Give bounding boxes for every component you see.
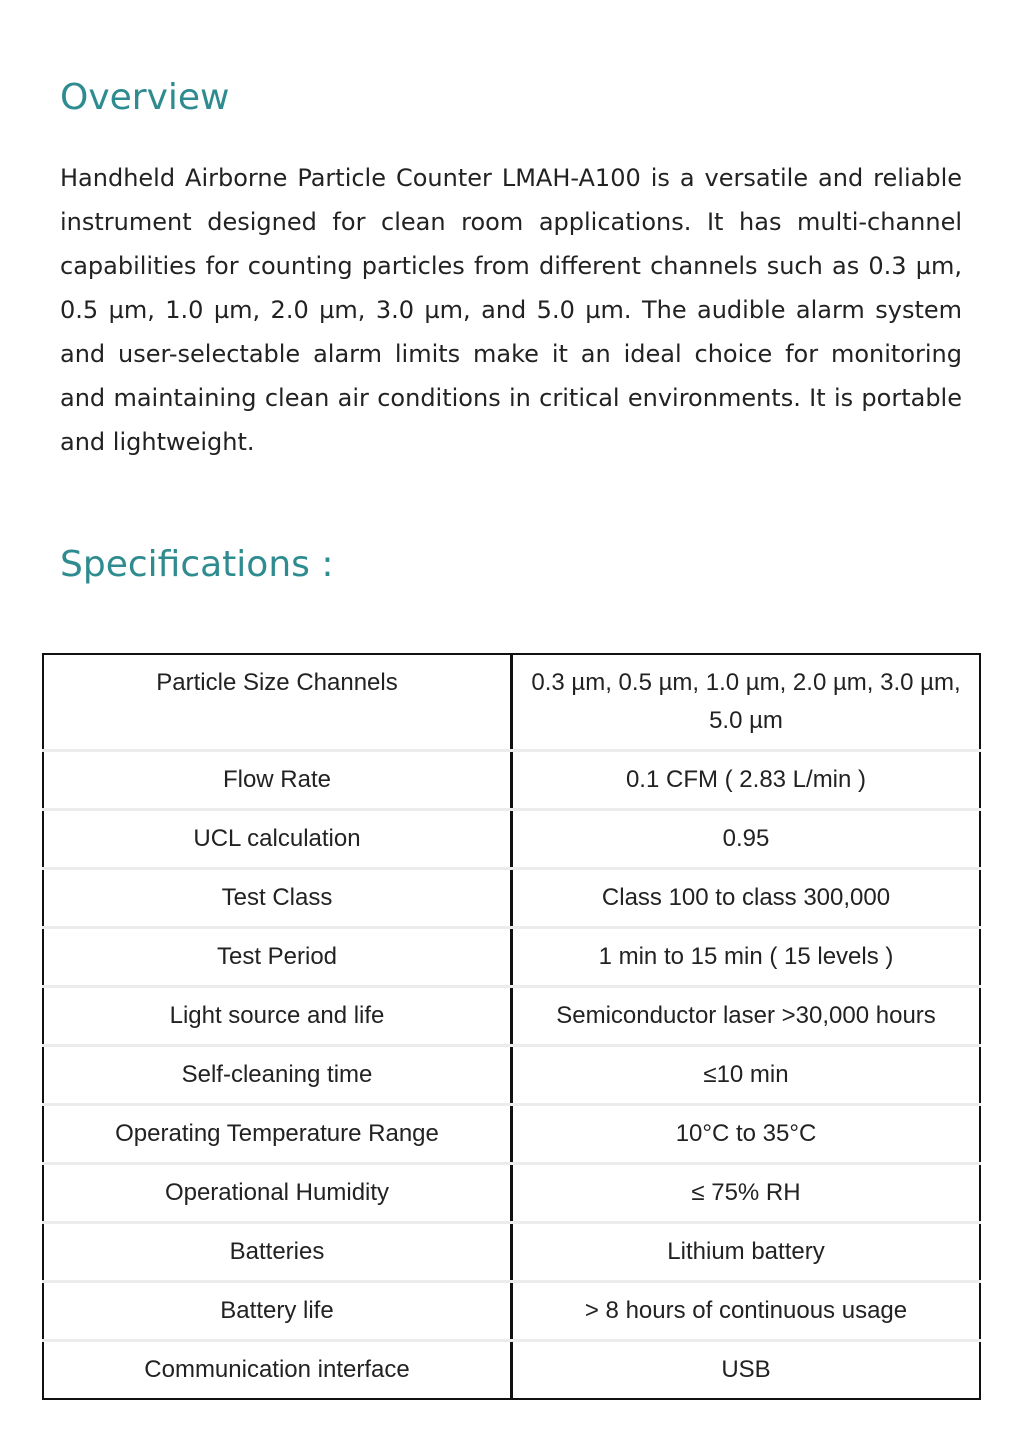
overview-heading: Overview: [60, 77, 230, 118]
spec-label: Self-cleaning time: [43, 1046, 512, 1105]
spec-label: Particle Size Channels: [43, 654, 512, 751]
spec-value: ≤ 75% RH: [512, 1164, 981, 1223]
spec-label: UCL calculation: [43, 810, 512, 869]
spec-label: Operational Humidity: [43, 1164, 512, 1223]
spec-value: ≤10 min: [512, 1046, 981, 1105]
spec-value: Lithium battery: [512, 1223, 981, 1282]
spec-label: Flow Rate: [43, 751, 512, 810]
table-row: [43, 810, 980, 869]
spec-label: Light source and life: [43, 987, 512, 1046]
spec-label: Batteries: [43, 1223, 512, 1282]
spec-value: Semiconductor laser >30,000 hours: [512, 987, 981, 1046]
spec-label: Battery life: [43, 1282, 512, 1341]
table-row: [43, 1164, 980, 1223]
spec-value: 0.3 µm, 0.5 µm, 1.0 µm, 2.0 µm, 3.0 µm, 5.0 µm: [512, 654, 981, 751]
spec-value: 1 min to 15 min ( 15 levels ): [512, 928, 981, 987]
table-row: [43, 1282, 980, 1341]
table-row: [43, 928, 980, 987]
spec-value: 0.1 CFM ( 2.83 L/min ): [512, 751, 981, 810]
table-row: [43, 1341, 980, 1400]
spec-label: Test Period: [43, 928, 512, 987]
specifications-heading: Specifications :: [60, 544, 334, 585]
specifications-table: [42, 653, 981, 1400]
table-row: [43, 751, 980, 810]
table-row: [43, 654, 980, 751]
spec-label: Operating Temperature Range: [43, 1105, 512, 1164]
spec-value: 0.95: [512, 810, 981, 869]
spec-value: > 8 hours of continuous usage: [512, 1282, 981, 1341]
table-row: [43, 987, 980, 1046]
overview-paragraph: Handheld Airborne Particle Counter LMAH-A100 is a versatile and reliable instrument designed for clean room applications. It has multi-channel capabilities for counting particles from different channels such as 0.3 µm, 0.5 µm, 1.0 µm, 2.0 µm, 3.0 µm, and 5.0 µm. The audible alarm system and user-selectable alarm limits make it an ideal choice for monitoring and maintaining clean air conditions in critical environments. It is portable and lightweight.: [60, 164, 962, 456]
spec-value: 10°C to 35°C: [512, 1105, 981, 1164]
spec-value: Class 100 to class 300,000: [512, 869, 981, 928]
table-row: [43, 1046, 980, 1105]
spec-label: Communication interface: [43, 1341, 512, 1400]
table-row: [43, 869, 980, 928]
spec-value: USB: [721, 1356, 771, 1383]
spec-label: Test Class: [43, 869, 512, 928]
table-row: [43, 1105, 980, 1164]
table-row: [43, 1223, 980, 1282]
